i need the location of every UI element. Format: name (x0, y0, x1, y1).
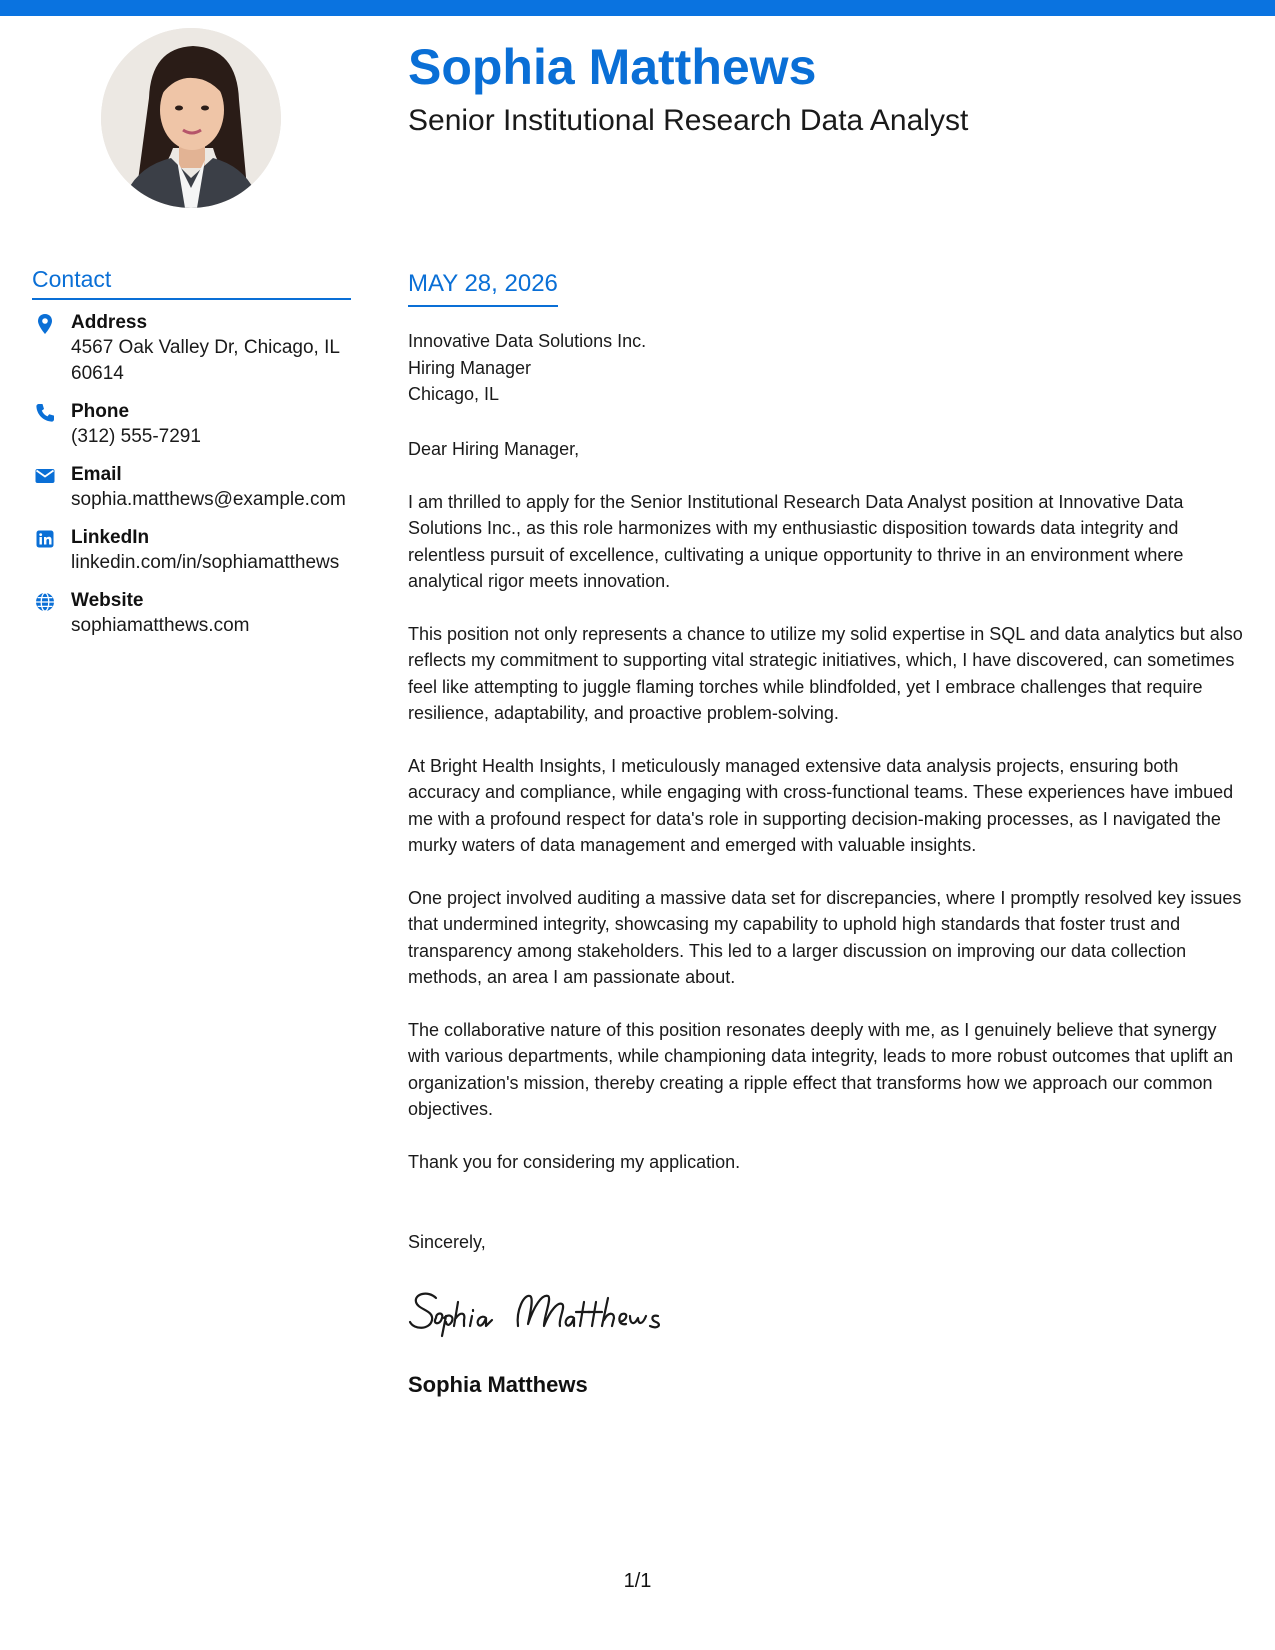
body-paragraph: The collaborative nature of this position resonates deeply with me, as I genuinely believe that synergy with various departments, while championing data integrity, leads to more robust outcomes that uplift an organization's mission, thereby creating a ripple effect that transforms how we approach our common objectives. (408, 1020, 1234, 1120)
contact-label: Website (71, 590, 144, 611)
signer-name: Sophia Matthews (408, 1372, 588, 1397)
phone-icon (34, 402, 56, 424)
job-title: Senior Institutional Research Data Analyst (408, 104, 969, 137)
contact-value[interactable]: sophiamatthews.com (71, 615, 250, 636)
contact-value: (312) 555-7291 (71, 426, 201, 447)
globe-icon (34, 591, 56, 613)
greeting: Dear Hiring Manager, (408, 439, 580, 459)
closing: Sincerely, (408, 1232, 486, 1252)
body-paragraph: One project involved auditing a massive data set for discrepancies, where I promptly resolved key issues that undermined integrity, showcasing my capability to uphold high standards that foster trust and transparency among stakeholders. This led to a larger discussion on improving our data collection methods, an area I am passionate about. (408, 888, 1242, 988)
body-paragraph: Thank you for considering my application. (408, 1152, 741, 1172)
map-pin-icon (34, 313, 56, 335)
profile-photo (101, 28, 281, 208)
contact-label: Address (71, 312, 148, 333)
contact-value[interactable]: linkedin.com/in/sophiamatthews (71, 552, 340, 573)
recipient-company: Innovative Data Solutions Inc. (408, 331, 647, 351)
contact-label: Phone (71, 401, 130, 422)
recipient-location: Chicago, IL (408, 384, 500, 404)
contact-value: 4567 Oak Valley Dr, Chicago, IL 60614 (71, 337, 340, 384)
recipient-role: Hiring Manager (408, 357, 532, 378)
body-paragraph: This position not only represents a chance to utilize my solid expertise in SQL and data analytics but also reflects my commitment to supporting vital strategic initiatives, which, I have discovered, can sometimes feel like attempting to juggle flaming torches while blindfolded, yet I embrace challenges that require resilience, adaptability, and proactive problem-solving. (408, 624, 1243, 724)
body-paragraph: At Bright Health Insights, I meticulously managed extensive data analysis projects, ensuring both accuracy and compliance, while engaging with cross-functional teams. These experiences have imbued me with a profound respect for data's role in supporting decision-making processes, as I navigated the murky waters of data management and emerged with valuable insights. (408, 756, 1234, 856)
body-paragraph: I am thrilled to apply for the Senior Institutional Research Data Analyst position at Innovative Data Solutions Inc., as this role harmonizes with my enthusiastic disposition towards data integrity and relentless pursuit of excellence, cultivating a unique opportunity to thrive in an environment where analytical rigor meets innovation. (408, 492, 1184, 592)
page-number: 1/1 (623, 1570, 652, 1592)
envelope-icon (34, 465, 56, 487)
contact-label: LinkedIn (71, 527, 150, 548)
contact-label: Email (71, 464, 122, 485)
letter-date: MAY 28, 2026 (408, 270, 558, 307)
recipient-block (408, 328, 646, 408)
applicant-name: Sophia Matthews (408, 39, 817, 95)
contact-heading: Contact (32, 266, 351, 300)
top-accent-bar (0, 0, 1275, 16)
handwritten-signature (406, 1280, 676, 1340)
contact-value[interactable]: sophia.matthews@example.com (71, 489, 346, 510)
linkedin-icon (34, 528, 56, 550)
